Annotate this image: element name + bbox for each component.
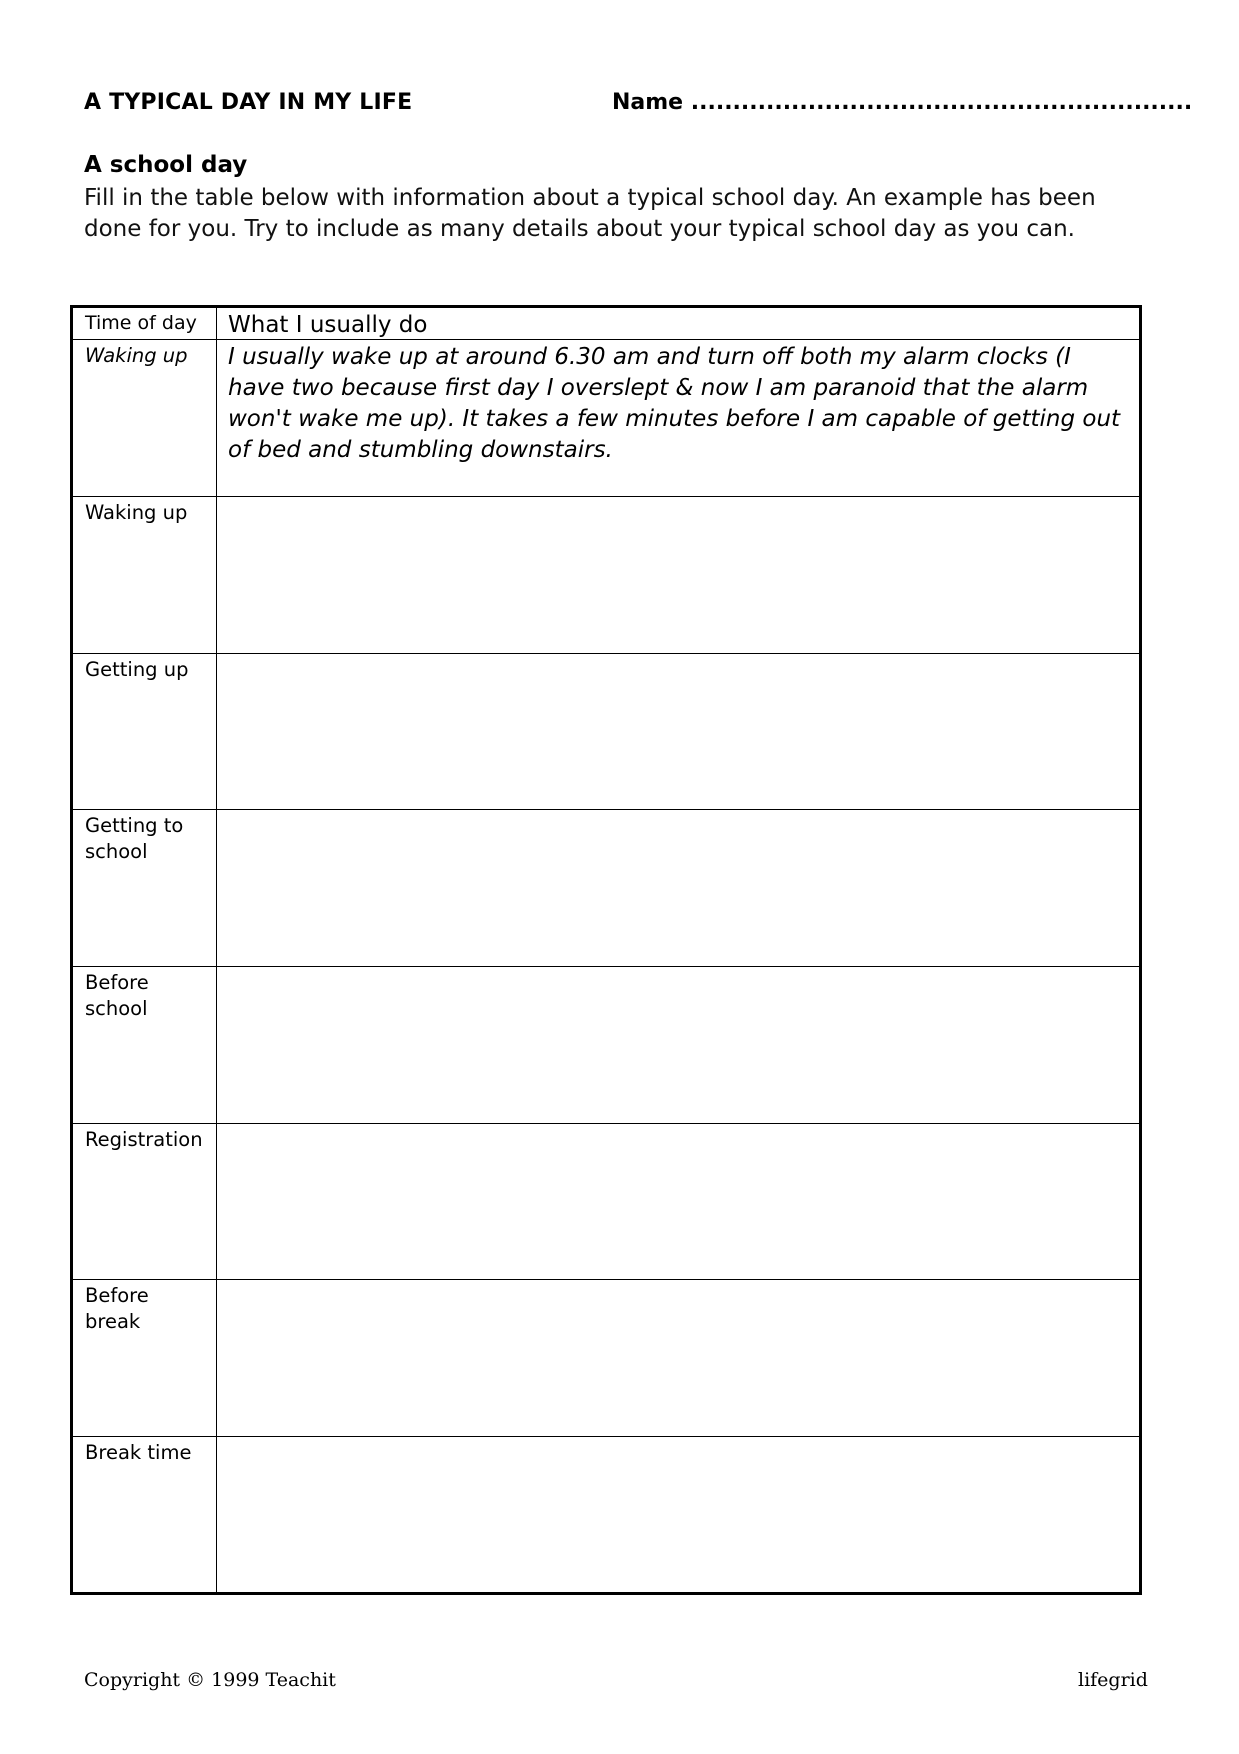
example-what-cell: I usually wake up at around 6.30 am and turn off both my alarm clocks (I have two because first day I overslept & now I am paranoid that the alarm won't wake me up). It takes a few minutes before I am capable of getting out of bed and stumbling downstairs.: [217, 340, 1141, 497]
answer-cell[interactable]: [217, 967, 1141, 1124]
answer-cell[interactable]: [217, 653, 1141, 810]
answer-cell[interactable]: [217, 1437, 1141, 1594]
answer-cell[interactable]: [217, 496, 1141, 653]
answer-cell[interactable]: [217, 1280, 1141, 1437]
time-cell: Getting to school: [72, 810, 217, 967]
answer-cell[interactable]: [217, 810, 1141, 967]
table-row: [72, 1280, 1141, 1437]
lifegrid-table: [70, 305, 1142, 1595]
table-row: [72, 496, 1141, 653]
time-cell: Break time: [72, 1437, 217, 1594]
header-time-of-day: Time of day: [72, 307, 217, 340]
time-cell: Registration: [72, 1123, 217, 1280]
answer-cell[interactable]: [217, 1123, 1141, 1280]
table-header-row: [72, 307, 1141, 340]
table-row: [72, 967, 1141, 1124]
copyright-footer: Copyright © 1999 Teachit: [84, 1669, 336, 1691]
instructions-text: Fill in the table below with information about a typical school day. An example has been done for you. Try to include as many details about your typical school day as you can.: [84, 185, 1096, 242]
table-row: [72, 810, 1141, 967]
example-time-cell: Waking up: [72, 340, 217, 497]
time-cell: Before school: [72, 967, 217, 1124]
time-cell: Before break: [72, 1280, 217, 1437]
table-row: [72, 653, 1141, 810]
section-heading: A school day: [84, 152, 248, 178]
name-field: Name ............................................................: [612, 90, 1193, 115]
time-cell: Getting up: [72, 653, 217, 810]
footer-label: lifegrid: [1078, 1669, 1148, 1691]
header-what-i-usually-do: What I usually do: [217, 307, 1141, 340]
table-row: [72, 1437, 1141, 1594]
time-cell: Waking up: [72, 496, 217, 653]
table-row: [72, 1123, 1141, 1280]
example-row: [72, 340, 1141, 497]
worksheet-title: A TYPICAL DAY IN MY LIFE: [84, 90, 413, 115]
